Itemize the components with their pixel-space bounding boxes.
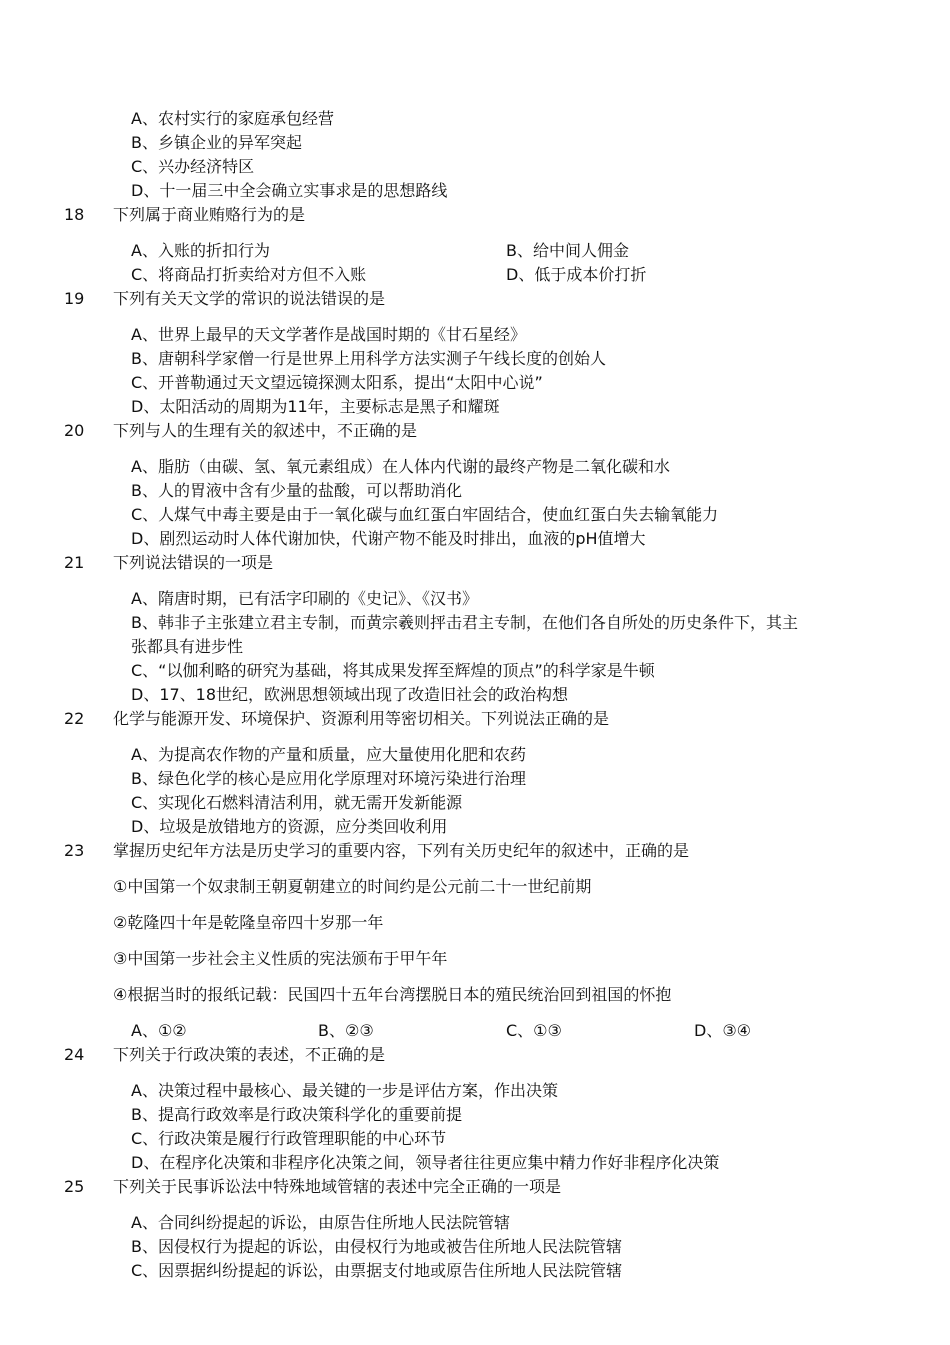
question-text-21: 下列说法错误的一项是 xyxy=(113,553,274,572)
q18-option-d: D、低于成本价打折 xyxy=(506,265,647,284)
question-text-23: 掌握历史纪年方法是历史学习的重要内容，下列有关历史纪年的叙述中，正确的是 xyxy=(113,841,690,860)
q22-option-b: B、绿色化学的核心是应用化学原理对环境污染进行治理 xyxy=(131,769,526,788)
q20-option-b: B、人的胃液中含有少量的盐酸，可以帮助消化 xyxy=(131,481,462,500)
q21-option-b: B、韩非子主张建立君主专制，而黄宗羲则抨击君主专制，在他们各自所处的历史条件下，其主 xyxy=(131,613,798,632)
q24-option-c: C、行政决策是履行行政管理职能的中心环节 xyxy=(131,1129,447,1148)
q23-statement-3: ③中国第一步社会主义性质的宪法颁布于甲午年 xyxy=(113,949,448,968)
q23-statement-1: ①中国第一个奴隶制王朝夏朝建立的时间约是公元前二十一世纪前期 xyxy=(113,877,592,896)
question-number-20: 20 xyxy=(64,421,85,440)
q21-option-a: A、隋唐时期，已有活字印刷的《史记》、《汉书》 xyxy=(131,589,478,608)
q24-option-d: D、在程序化决策和非程序化决策之间，领导者往往更应集中精力作好非程序化决策 xyxy=(131,1153,720,1172)
question-text-20: 下列与人的生理有关的叙述中，不正确的是 xyxy=(113,421,418,440)
q20-option-a: A、脂肪（由碳、氢、氧元素组成）在人体内代谢的最终产物是二氧化碳和水 xyxy=(131,457,670,476)
q22-option-c: C、实现化石燃料清洁利用，就无需开发新能源 xyxy=(131,793,463,812)
q19-option-a: A、世界上最早的天文学著作是战国时期的《甘石星经》 xyxy=(131,325,526,344)
question-number-21: 21 xyxy=(64,553,85,572)
q19-option-c: C、开普勒通过天文望远镜探测太阳系，提出“太阳中心说” xyxy=(131,373,543,392)
q18-option-c: C、将商品打折卖给对方但不入账 xyxy=(131,265,367,284)
question-number-25: 25 xyxy=(64,1177,85,1196)
q23-option-b: B、②③ xyxy=(318,1021,374,1040)
q23-statement-4: ④根据当时的报纸记载：民国四十五年台湾摆脱日本的殖民统治回到祖国的怀抱 xyxy=(113,985,672,1004)
q24-option-b: B、提高行政效率是行政决策科学化的重要前提 xyxy=(131,1105,462,1124)
q24-option-a: A、决策过程中最核心、最关键的一步是评估方案，作出决策 xyxy=(131,1081,558,1100)
q23-option-a: A、①② xyxy=(131,1021,187,1040)
question-number-19: 19 xyxy=(64,289,85,308)
q20-option-c: C、人煤气中毒主要是由于一氧化碳与血红蛋白牢固结合，使血红蛋白失去输氧能力 xyxy=(131,505,719,524)
question-text-25: 下列关于民事诉讼法中特殊地域管辖的表述中完全正确的一项是 xyxy=(113,1177,562,1196)
question-text-19: 下列有关天文学的常识的说法错误的是 xyxy=(113,289,386,308)
q25-option-b: B、因侵权行为提起的诉讼，由侵权行为地或被告住所地人民法院管辖 xyxy=(131,1237,622,1256)
q21-option-c: C、“以伽利略的研究为基础，将其成果发挥至辉煌的顶点”的科学家是牛顿 xyxy=(131,661,655,680)
question-number-24: 24 xyxy=(64,1045,85,1064)
q23-option-d: D、③④ xyxy=(694,1021,752,1040)
q20-option-d: D、剧烈运动时人体代谢加快，代谢产物不能及时排出，血液的pH值增大 xyxy=(131,529,646,548)
prev-option-b: B、乡镇企业的异军突起 xyxy=(131,133,302,152)
question-text-22: 化学与能源开发、环境保护、资源利用等密切相关。下列说法正确的是 xyxy=(113,709,610,728)
q23-statement-2: ②乾隆四十年是乾隆皇帝四十岁那一年 xyxy=(113,913,384,932)
q19-option-b: B、唐朝科学家僧一行是世界上用科学方法实测子午线长度的创始人 xyxy=(131,349,606,368)
question-number-18: 18 xyxy=(64,205,85,224)
q22-option-d: D、垃圾是放错地方的资源，应分类回收利用 xyxy=(131,817,448,836)
q18-option-a: A、入账的折扣行为 xyxy=(131,241,270,260)
q18-option-b: B、给中间人佣金 xyxy=(506,241,629,260)
question-text-24: 下列关于行政决策的表述，不正确的是 xyxy=(113,1045,386,1064)
q21-option-d: D、17、18世纪，欧洲思想领域出现了改造旧社会的政治构想 xyxy=(131,685,569,704)
prev-option-d: D、十一届三中全会确立实事求是的思想路线 xyxy=(131,181,448,200)
question-text-18: 下列属于商业贿赂行为的是 xyxy=(113,205,306,224)
q21-option-b-cont: 张都具有进步性 xyxy=(131,637,244,656)
question-number-23: 23 xyxy=(64,841,85,860)
q25-option-c: C、因票据纠纷提起的诉讼，由票据支付地或原告住所地人民法院管辖 xyxy=(131,1261,623,1280)
prev-option-a: A、农村实行的家庭承包经营 xyxy=(131,109,334,128)
q25-option-a: A、合同纠纷提起的诉讼，由原告住所地人民法院管辖 xyxy=(131,1213,510,1232)
prev-option-c: C、兴办经济特区 xyxy=(131,157,255,176)
question-number-22: 22 xyxy=(64,709,85,728)
q23-option-c: C、①③ xyxy=(506,1021,562,1040)
q19-option-d: D、太阳活动的周期为11年，主要标志是黑子和耀斑 xyxy=(131,397,500,416)
q22-option-a: A、为提高农作物的产量和质量，应大量使用化肥和农药 xyxy=(131,745,526,764)
